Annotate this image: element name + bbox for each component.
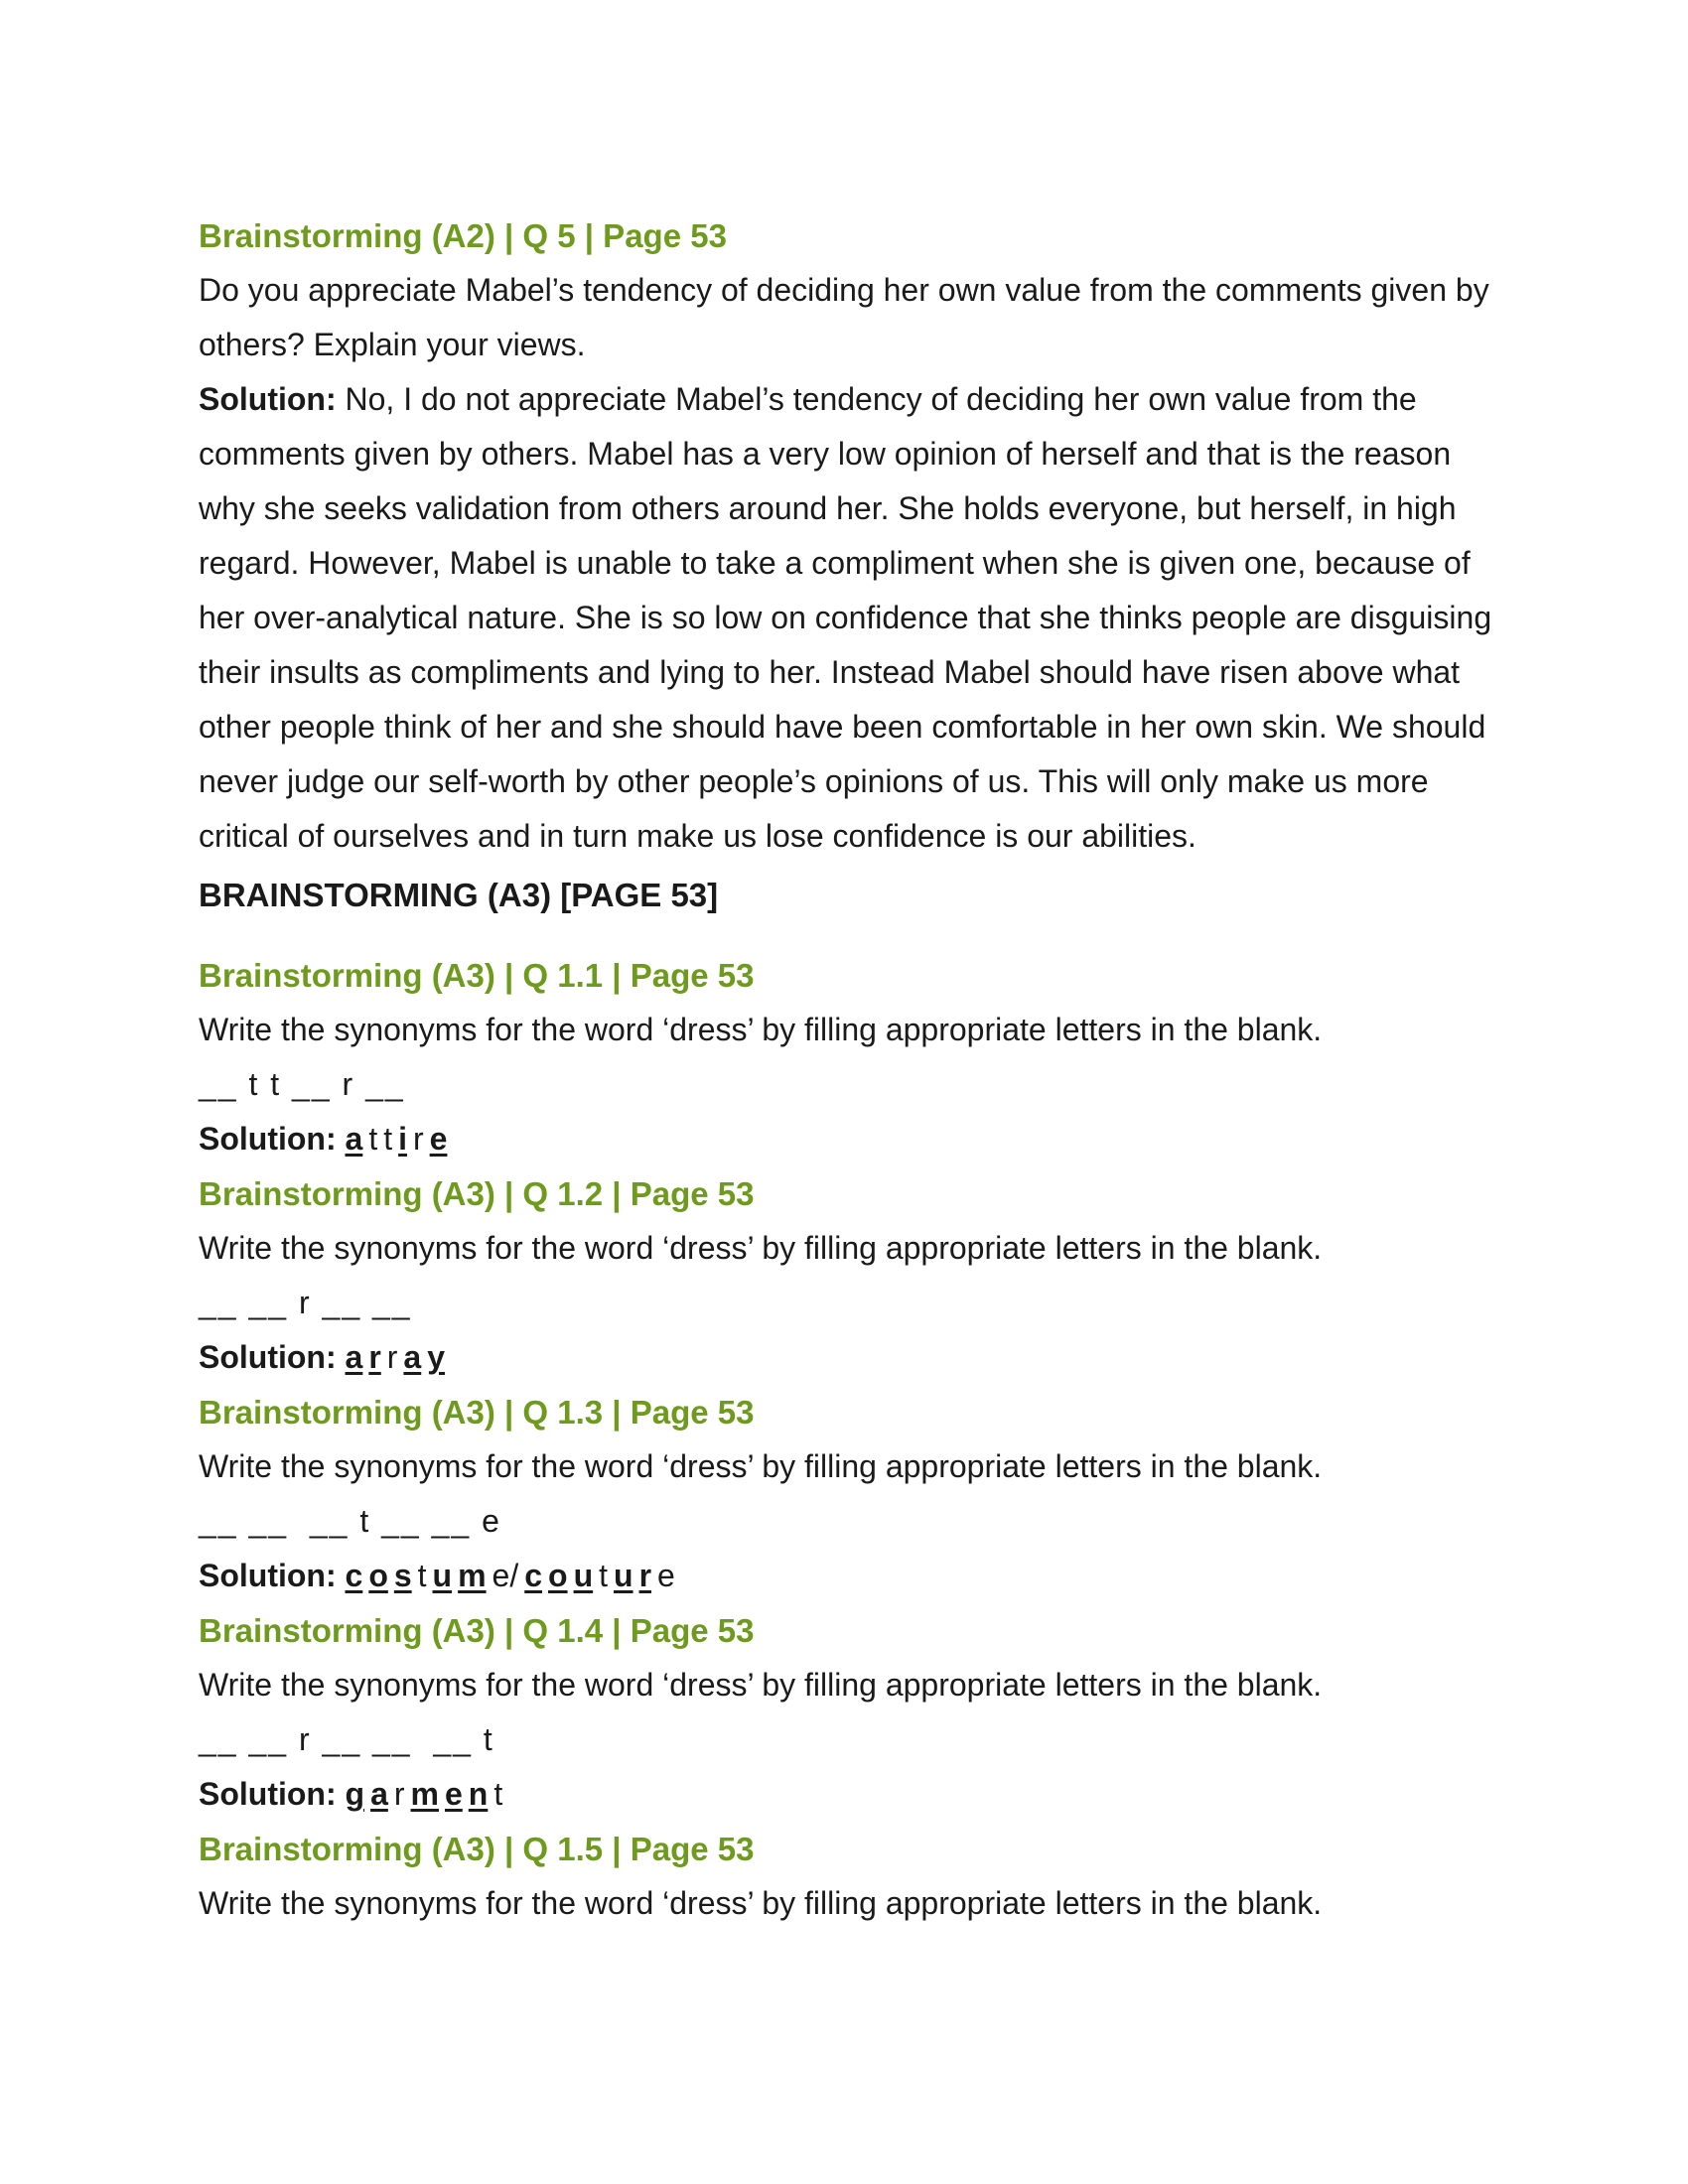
blank-pattern-q1-3: __ __ __ t __ __ e xyxy=(199,1503,501,1539)
solution-letter: a xyxy=(403,1339,422,1375)
solution-letter: o xyxy=(548,1558,568,1593)
solution-letter: r xyxy=(393,1776,405,1812)
solution-letter: n xyxy=(468,1776,489,1812)
solution-letter: e/ xyxy=(492,1558,519,1593)
question-title-q1-4: Brainstorming (A3) | Q 1.4 | Page 53 xyxy=(199,1612,755,1649)
solution-letter: r xyxy=(386,1339,398,1375)
solution-letter: a xyxy=(370,1776,388,1812)
question-text-q1-1: Write the synonyms for the word ‘dress’ by filling appropriate letters in the blank. xyxy=(199,1012,1323,1047)
solution-letter: r xyxy=(412,1121,424,1157)
solution-letter: i xyxy=(398,1121,407,1157)
question-title-q1-2: Brainstorming (A3) | Q 1.2 | Page 53 xyxy=(199,1175,755,1212)
solution-letter: r xyxy=(368,1339,381,1375)
solution-letter: e xyxy=(429,1121,448,1157)
question-title-q1-5: Brainstorming (A3) | Q 1.5 | Page 53 xyxy=(199,1831,755,1867)
question-title-q1-3: Brainstorming (A3) | Q 1.3 | Page 53 xyxy=(199,1394,755,1431)
solution-letter: t xyxy=(599,1558,609,1593)
solution-letter: r xyxy=(638,1558,652,1593)
section-heading: BRAINSTORMING (A3) [PAGE 53] xyxy=(199,877,719,913)
solution-text-q5: No, I do not appreciate Mabel’s tendency of deciding her own value from the comments given by others. Mabel has a very low opinion of herself and that is the reason why she seeks validation from others around her. She holds everyone, but herself, in high regard. However, Mabel is unable to take a compliment when she is given one, because of her over-analytical nature. She is so low on confidence that she thinks people are disguising their insults as compliments and lying to her. Instead Mabel should have risen above what other people think of her and she should have been comfortable in her own skin. We should never judge our self-worth by other people’s opinions of us. This will only make us more critical of ourselves and in turn make us lose confidence is our abilities. xyxy=(199,381,1492,854)
solution-letter: a xyxy=(345,1339,363,1375)
solution-q1-4 xyxy=(199,1767,1509,1822)
solution-letter: u xyxy=(432,1558,453,1593)
solution-letters-q1-4 xyxy=(346,1776,509,1812)
question-title-q5: Brainstorming (A2) | Q 5 | Page 53 xyxy=(199,217,727,254)
question-text-q1-3: Write the synonyms for the word ‘dress’ by filling appropriate letters in the blank. xyxy=(199,1448,1323,1484)
solution-letter: g xyxy=(345,1776,365,1812)
solution-letter: u xyxy=(573,1558,594,1593)
question-text-q1-2: Write the synonyms for the word ‘dress’ by filling appropriate letters in the blank. xyxy=(199,1230,1323,1266)
solution-label: Solution: xyxy=(199,1558,337,1593)
blank-pattern-q1-2: __ __ r __ __ xyxy=(199,1285,412,1320)
solution-letter: t xyxy=(417,1558,427,1593)
solution-label: Solution: xyxy=(199,1121,337,1157)
question-text-q1-5: Write the synonyms for the word ‘dress’ by filling appropriate letters in the blank. xyxy=(199,1885,1323,1921)
blank-pattern-q1-4: __ __ r __ __ __ t xyxy=(199,1721,494,1757)
solution-letter: c xyxy=(524,1558,543,1593)
solution-letter: y xyxy=(427,1339,446,1375)
solution-label: Solution: xyxy=(199,381,337,417)
solution-label: Solution: xyxy=(199,1776,337,1812)
solution-letter: o xyxy=(368,1558,388,1593)
solution-label: Solution: xyxy=(199,1339,337,1375)
solution-letter: s xyxy=(393,1558,412,1593)
solution-letters-q1-3 xyxy=(346,1558,681,1593)
solution-letter: u xyxy=(614,1558,633,1593)
solution-letter: m xyxy=(458,1558,487,1593)
solution-letter: t xyxy=(493,1776,503,1812)
solution-q1-2 xyxy=(199,1330,1509,1385)
solution-letter: a xyxy=(345,1121,363,1157)
question-title-q1-1: Brainstorming (A3) | Q 1.1 | Page 53 xyxy=(199,957,755,994)
document-page xyxy=(199,208,1509,1931)
solution-q5 xyxy=(199,372,1509,864)
solution-letter: e xyxy=(657,1558,675,1593)
question-text-q5: Do you appreciate Mabel’s tendency of deciding her own value from the comments given by others? Explain your views. xyxy=(199,272,1489,362)
solution-q1-3 xyxy=(199,1549,1509,1603)
solution-letter: e xyxy=(444,1776,463,1812)
solution-letters-q1-2 xyxy=(346,1339,452,1375)
question-text-q1-4: Write the synonyms for the word ‘dress’ by filling appropriate letters in the blank. xyxy=(199,1667,1323,1703)
solution-letter: t xyxy=(383,1121,393,1157)
solution-letter: c xyxy=(345,1558,363,1593)
solution-letter: t xyxy=(368,1121,378,1157)
blank-pattern-q1-1: __ t t __ r __ xyxy=(199,1066,405,1102)
solution-q1-1 xyxy=(199,1112,1509,1166)
solution-letter: m xyxy=(410,1776,439,1812)
solution-letters-q1-1 xyxy=(346,1121,454,1157)
